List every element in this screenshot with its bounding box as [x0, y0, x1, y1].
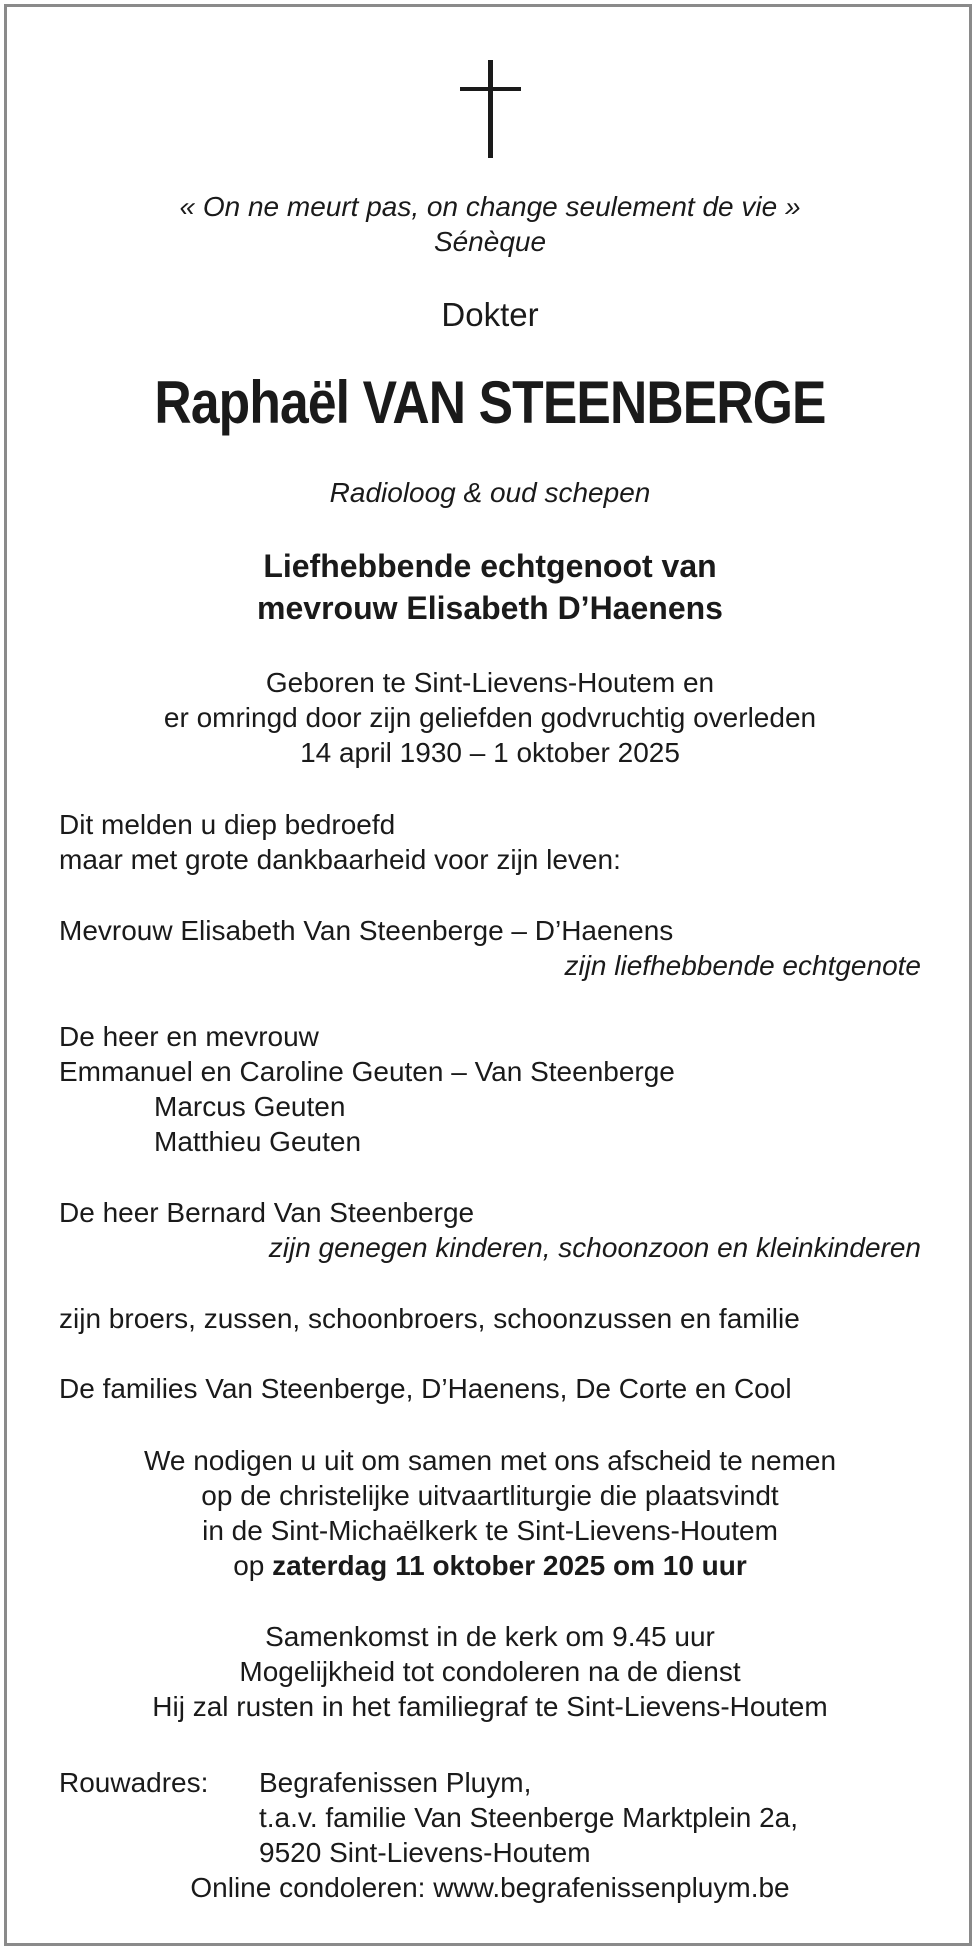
siblings-line: zijn broers, zussen, schoonbroers, schoonzussen en familie: [59, 1303, 800, 1334]
cross-icon: [0, 60, 980, 160]
son-name: De heer Bernard Van Steenberge: [59, 1197, 475, 1228]
online-condolence: Online condoleren: www.begrafenissenpluym.be: [190, 1872, 790, 1903]
details-line-2: Mogelijkheid tot condoleren na de dienst: [239, 1656, 741, 1687]
funeral-line-1: We nodigen u uit om samen met ons afscheid te nemen: [143, 1445, 837, 1476]
grandchild-2: Matthieu Geuten: [154, 1126, 362, 1157]
funeral-date-prefix: op: [233, 1550, 273, 1581]
spouse-line-2: mevrouw Elisabeth D’Haenens: [257, 590, 723, 626]
details-line-3: Hij zal rusten in het familiegraf te Sint-Lievens-Houtem: [152, 1691, 828, 1722]
announcement-line-1: Dit melden u diep bedroefd: [59, 809, 396, 840]
quote-author: Sénèque: [433, 226, 547, 257]
address-label: Rouwadres:: [59, 1767, 209, 1798]
details-line-1: Samenkomst in de kerk om 9.45 uur: [265, 1621, 715, 1652]
deceased-title: Dokter: [441, 296, 539, 333]
announcement-line-2: maar met grote dankbaarheid voor zijn leven:: [59, 844, 621, 875]
address-line-3: 9520 Sint-Lievens-Houtem: [259, 1837, 591, 1868]
funeral-date-bold: zaterdag 11 oktober 2025 om 10 uur: [272, 1550, 747, 1581]
spouse-line-1: Liefhebbende echtgenoot van: [263, 548, 717, 584]
children-role: zijn genegen kinderen, schoonzoon en kleinkinderen: [268, 1232, 921, 1263]
deceased-profession: Radioloog & oud schepen: [329, 477, 651, 508]
funeral-date: [0, 1548, 980, 1584]
quote: « On ne meurt pas, on change seulement de vie »: [179, 191, 801, 222]
address-line-2: t.a.v. familie Van Steenberge Marktplein 2a,: [259, 1802, 799, 1833]
couple-title: De heer en mevrouw: [59, 1021, 319, 1052]
deceased-name: Raphaël VAN STEENBERGE: [154, 369, 826, 436]
funeral-line-2: op de christelijke uitvaartliturgie die plaatsvindt: [201, 1480, 779, 1511]
life-dates: 14 april 1930 – 1 oktober 2025: [300, 737, 680, 768]
widow-role: zijn liefhebbende echtgenote: [564, 950, 921, 981]
grandchild-1: Marcus Geuten: [154, 1091, 346, 1122]
widow-name: Mevrouw Elisabeth Van Steenberge – D’Haenens: [59, 915, 674, 946]
funeral-line-3: in de Sint-Michaëlkerk te Sint-Lievens-Houtem: [202, 1515, 778, 1546]
birth-line-1: Geboren te Sint-Lievens-Houtem en: [265, 667, 715, 698]
birth-line-2: er omringd door zijn geliefden godvruchtig overleden: [163, 702, 817, 733]
address-line-1: Begrafenissen Pluym,: [259, 1767, 532, 1798]
families-line: De families Van Steenberge, D’Haenens, De Corte en Cool: [59, 1373, 792, 1404]
couple-names: Emmanuel en Caroline Geuten – Van Steenberge: [59, 1056, 675, 1087]
